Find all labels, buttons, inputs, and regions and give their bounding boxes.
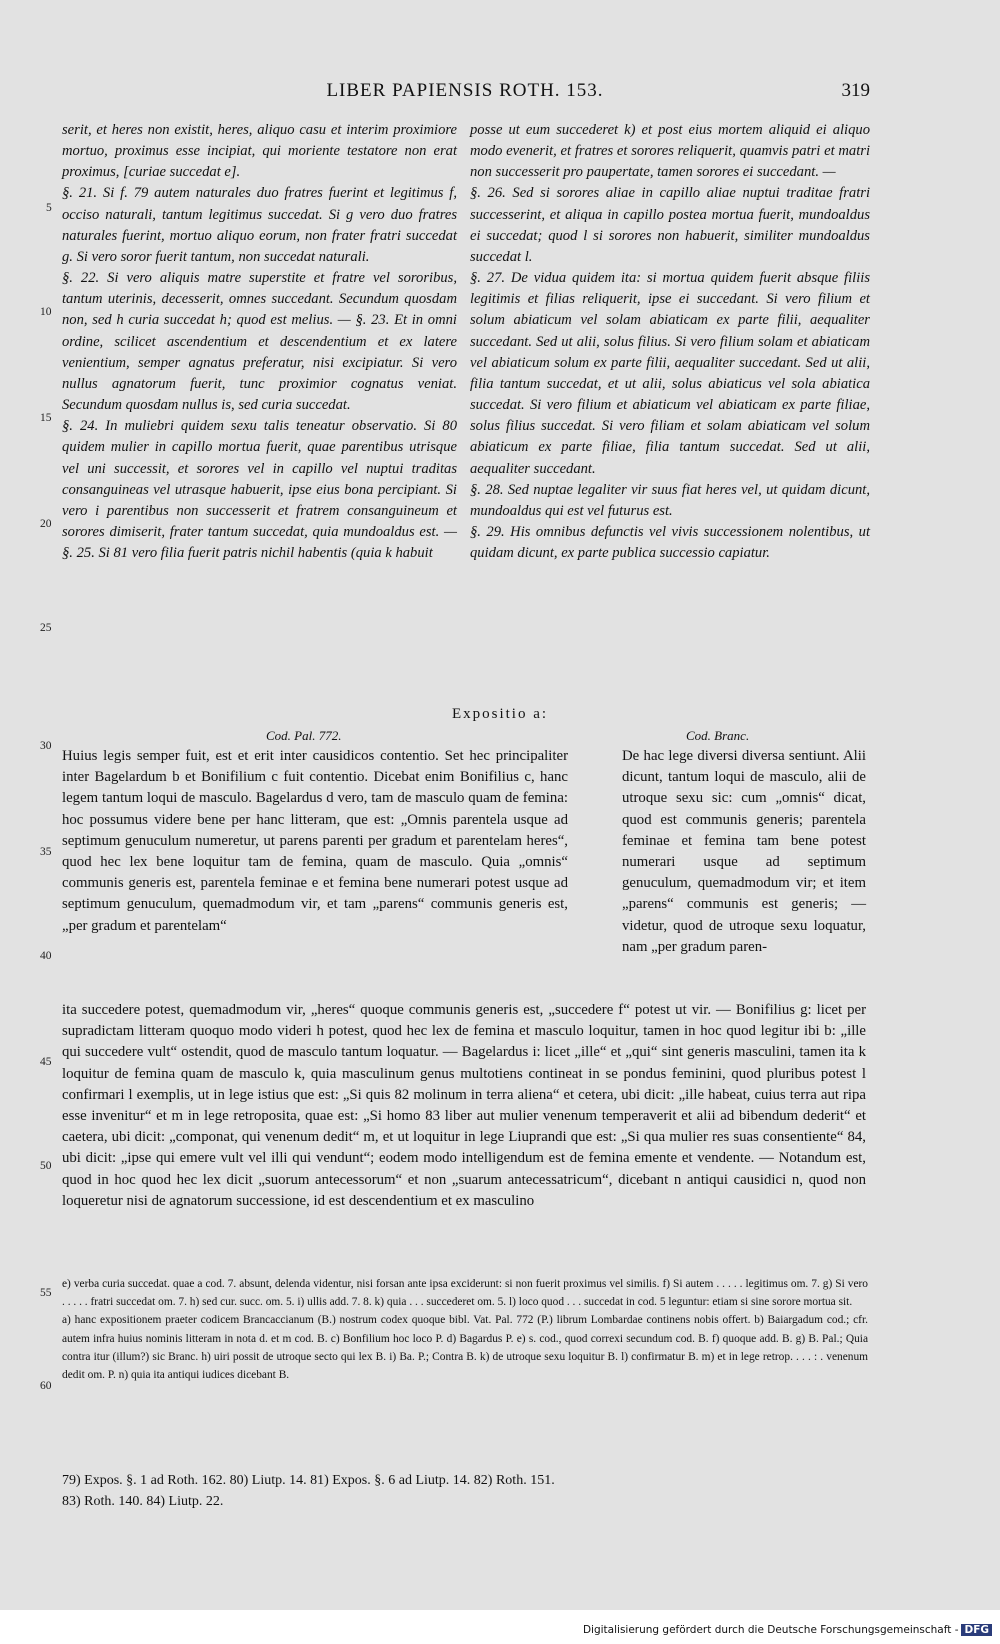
dfg-logo: DFG xyxy=(961,1624,992,1636)
line-number: 5 xyxy=(46,202,52,214)
paragraph: §. 28. Sed nuptae legaliter vir suus fiat heres vel, ut quidam dicunt, mundoaldus qui est vel futurus est. xyxy=(470,481,870,519)
reference-line: 79) Expos. §. 1 ad Roth. 162. 80) Liutp. 14. 81) Expos. §. 6 ad Liutp. 14. 82) Roth. 151. xyxy=(62,1473,555,1488)
paragraph: serit, et heres non existit, heres, aliquo casu et interim proximiore mortuo, proximus esse incipiat, qui moriente testatore non erat proximus, [curiae succedat e]. xyxy=(62,122,457,181)
left-column xyxy=(62,120,457,564)
digitization-footer xyxy=(583,1624,992,1636)
line-number: 30 xyxy=(40,740,52,752)
line-number: 10 xyxy=(40,306,52,318)
expositio-right-text: De hac lege diversi diversa sentiunt. Alii dicunt, tantum loqui de masculo, alii de utroque sexu sic: cum „omnis“ dicat, quod est communis generis; parentela feminae et femina tam bene potest numerari usque ad septimum genuculum, quemadmodum vir; et item „parens“ communis est generis; — videtur, quod de utroque sexu loquatur, nam „per gradum paren- xyxy=(622,748,866,955)
paragraph: §. 29. His omnibus defunctis vel vivis successionem nolentibus, ut quidam dicunt, ex parte publica successio capiatur. xyxy=(470,523,870,562)
paragraph: §. 27. De vidua quidem ita: si mortua quidem fuerit absque filiis legitimis et filias reliquerit, ipse ei succedant. Si vero filium et solum abiaticum vel solam abiaticam ex parte filii, aequaliter succedant. Sed ut alii, solus filius. Si vero filium solam et abiaticam vel abiaticum solum ex parte filii, aequaliter succedant. Sed ut alii, filia tantum succedat, et ut alii, solus abiaticus vel sola abiatica succedat. Si vero filium et abiaticum vel abiaticam ex parte filiae, solus filius succedat. Si vero filiam et solam abiaticam vel solum abiaticum ex parte filiae, filia tantum succedat. Sed ut alii, aequaliter succedant. xyxy=(470,270,870,477)
line-number: 40 xyxy=(40,950,52,962)
codex-label-right: Cod. Branc. xyxy=(686,728,750,743)
page-number: 319 xyxy=(841,80,870,101)
reference-line: 83) Roth. 140. 84) Liutp. 22. xyxy=(62,1494,224,1509)
references xyxy=(62,1470,868,1512)
expositio-left-text: Huius legis semper fuit, est et erit inter causidicos contentio. Set hec principaliter inter Bagelardum b et Bonifilium c fuit contentio. Dicebat enim Bonifilius c, hanc legem tantum loqui de masculo. Bagelardus d vero, tam de masculo quam de femina: hoc possumus videre bene per hanc litteram, que est: „Omnis parentela usque ad septimum genuculum numeretur, ut parens parenti per gradum et parentelam heres“, quod hec lex bene loquitur tam de femina, quam de masculo. Quia „omnis“ communis generis est, parentela feminae e et femina bene numerari potest usque ad septimum genuculum, quemadmodum vir, et tam „parens“ communis generis est, „per gradum et parentelam“ xyxy=(62,748,568,934)
paragraph: §. 26. Sed si sorores aliae in capillo aliae nuptui traditae fratri successerint, et aliqua in capillo postea mortua fuerit, mundoaldus ei succedat; quod l si sorores non habuerit, similiter mundoaldus succedat l. xyxy=(470,185,870,265)
line-number: 50 xyxy=(40,1160,52,1172)
footnote-block: e) verba curia succedat. quae a cod. 7. absunt, delenda videntur, nisi forsan ante ipsa exciderunt: si non fuerit proximus vel similis. f) Si autem . . . . . legitimus om. 7. g) Si vero . . . . . fratri succedat om. 7. h) sed cur. succ. om. 5. i) ullis add. 7. 8. k) quia . . . succederet om. 5. l) loco quod . . . succedat in cod. 5 leguntur: etiam si sine sorore mortua sit. xyxy=(62,1278,868,1309)
expositio-full-text: ita succedere potest, quemadmodum vir, „heres“ quoque communis generis est, „succedere f“ potest ut vir. — Bonifilius g: licet per supradictam litteram quoquo modo videri h potest, quod hec lex de femina et masculo loquitur, tamen in hoc quod legitur ibi b: „ille qui succedere vult“ ostendit, quod de masculo tantum loquatur. — Bagelardus i: licet „ille“ et „qui“ sint generis masculini, tamen ita k loquitur de femina quam de masculo k, quia masculinum genus multotiens contineat in se pondus feminini, quod pluribus potest l confirmari l exemplis, ut in lege istius que est: „Si quis 82 molinum in terra aliena“ et cetera, ubi dicit: „ille habeat, cuius terra aut ripa esse invenitur“ et m in lege retroposita, quae est: „Si homo 83 liber aut mulier venenum temperaverit et alii ad bibendum dederit“ et caetera, ubi dicit: „componat, qui venenum dedit“ m, et ut loquitur in lege Liuprandi que est: „Si qua mulier res suas consentiente“ 84, ubi dicit: „ipse qui emere vult vel illi qui vendunt“; eodem modo intelligendum est de femina emente et vendente. — Notandum est, quod in hoc quod hec lex dicit „suorum antecessorum“ et non „suarum antecessatricum“, dicebant n antiqui causidici n, quod non loqueretur nisi de agnatorum successione, id est descendentium et ex masculino xyxy=(62,1002,866,1209)
line-number: 25 xyxy=(40,622,52,634)
codex-label-left: Cod. Pal. 772. xyxy=(266,728,342,743)
expositio-heading: Expositio a: xyxy=(451,706,549,722)
line-number: 55 xyxy=(40,1287,52,1299)
paragraph: §. 22. Si vero aliquis matre superstite et fratre vel sororibus, tantum uterinis, decesserit, omnes succedant. Secundum quosdam non, sed h curia succedat h; quod est melius. — §. 23. Et in omni ordine, scilicet ascendentium et descendentium et ex latere venientium, semper agnatus preferatur, nisi excipiatur. Si vero nullus agnatorum fuerit, tunc proximior cognatus veniat. Secundum quosdam nullus is, sed curia succedat. xyxy=(62,270,457,414)
running-header xyxy=(60,80,870,108)
footnotes xyxy=(62,1275,868,1384)
line-number: 35 xyxy=(40,846,52,858)
paragraph: posse ut eum succederet k) et post eius mortem aliquid ei aliquo modo evenerit, et fratres et sorores reliquerit, quamvis patri et matri non successerit pro paupertate, tamen sorores ei succedant. — xyxy=(470,122,870,181)
line-number: 60 xyxy=(40,1380,52,1392)
footnote-block: a) hanc expositionem praeter codicem Brancaccianum (B.) nostrum codex quoque bibl. Vat. Pal. 772 (P.) librum Lombardae continens nobis offert. b) Baiargadum cod.; cfr. autem infra huius nominis litteram in nota d. et m cod. B. c) Bonfilium hoc loco P. d) Bagardus P. e) s. cod., quod correxi secundum cod. B. f) quoque add. B. g) B. Pal.; Quia contra itur (illum?) sic Branc. h) uiri possit de utroque secto qui lex B. i) Ba. P.; Contra B. k) de utroque sexu loquitur B. l) confirmatur B. m) et in lege retrop. . . . : . venenum dedit om. P. n) quia ita antiqui iudices dicebant B. xyxy=(62,1314,868,1382)
line-number: 15 xyxy=(40,412,52,424)
digitization-note: Digitalisierung gefördert durch die Deutsche Forschungsgemeinschaft - xyxy=(582,1624,959,1636)
paragraph: §. 21. Si f. 79 autem naturales duo fratres fuerint et legitimus f, occiso naturali, tantum legitimus succedat. Si g vero duo fratres naturales fuerint, mortuo aliquo eorum, non frater fratri succedat g. Si vero soror fuerit tantum, non succedat naturali. xyxy=(62,185,457,265)
right-column xyxy=(470,120,870,564)
line-number: 20 xyxy=(40,518,52,530)
line-number: 45 xyxy=(40,1056,52,1068)
page-title: LIBER PAPIENSIS ROTH. 153. xyxy=(326,80,604,101)
paragraph: §. 24. In muliebri quidem sexu talis teneatur observatio. Si 80 quidem mulier in capillo mortua fuerit, quae parentibus utrisque vel uni successit, et sorores vel in capillo vel nuptui traditas consanguineas vel utrasque habuerit, ipse eius bona percipiant. Si vero i parentibus non successerit et fratrem consanguineum et sorores dimiserit, frater tantum succedat, quia mundoaldus est. — §. 25. Si 81 vero filia fuerit patris nichil habentis (quia k habuit xyxy=(62,418,457,562)
